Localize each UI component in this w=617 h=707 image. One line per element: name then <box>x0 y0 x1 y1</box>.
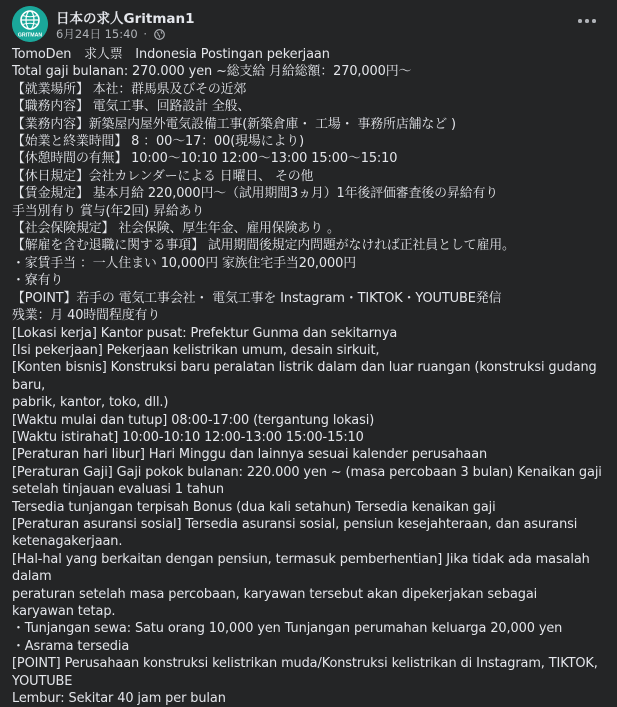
post-text-line: 残業：月 40時間程度有り <box>12 308 161 324</box>
globe-logo-icon <box>12 6 48 42</box>
meta-separator: · <box>143 27 148 41</box>
post-text-line: 【始業と終業時間】 8 ：00～17：00(現場により) <box>12 134 305 150</box>
post-date[interactable]: 6月24日 <box>56 27 101 41</box>
post-text-line: [Isi pekerjaan] Pekerjaan kelistrikan umum, desain sirkuit, <box>12 342 380 358</box>
post-meta <box>56 26 165 43</box>
post-text-line: ・Tunjangan sewa: Satu orang 10,000 yen Tunjangan perumahan keluarga 20,000 yen <box>12 621 563 637</box>
post-text-line: [Waktu mulai dan tutup] 08:00-17:00 (tergantung lokasi) <box>12 412 375 428</box>
post-text-line: YOUTUBE <box>12 673 73 689</box>
post-text-line: 【賃金規定】 基本月給 220,000円～（試用期間3ヵ月）1年後評価審査後の昇給有り <box>12 186 499 202</box>
post-text-line: 【職務内容】 電気工事、回路設計 全般、 <box>12 99 251 115</box>
post-text-line: 【休憩時間の有無】 10:00～10:10 12:00～13:00 15:00～15:10 <box>12 151 398 167</box>
post-text-line: [Hal-hal yang berkaitan dengan pensiun, termasuk pemberhentian] Jika tidak ada masalah dalam <box>12 551 594 585</box>
post-text-line: [Peraturan asuransi sosial] Tersedia asuransi sosial, pensiun kesejahteraan, dan asuransi <box>12 516 578 532</box>
post-text-line: 【社会保険規定】 社会保険、厚生年金、雇用保険あり 。 <box>12 221 340 237</box>
post-text-line: [Peraturan hari libur] Hari Minggu dan lainnya sesuai kalender perusahaan <box>12 447 488 463</box>
post-text-line: 【就業場所】 本社：群馬県及びその近郊 <box>12 81 247 97</box>
post-text-line: 【休日規定】会社カレンダーによる 日曜日、 その他 <box>12 168 314 184</box>
post-text-line: 【解雇を含む退職に関する事項】 試用期間後規定内問題がなければ正社員として雇用。 <box>12 238 515 254</box>
post-text-line: 【業務内容】新築屋内屋外電気設備工事(新築倉庫・ 工場・ 事務所店舗など ) <box>12 116 456 132</box>
post-text-line: [Peraturan Gaji] Gaji pokok bulanan: 220.000 yen ~ (masa percobaan 3 bulan) Kenaikan gaji <box>12 464 602 480</box>
page-name[interactable]: 日本の求人Gritman1 <box>56 11 195 27</box>
post-text-line: ・家賃手当 ：一人住まい 10,000円 家族住宅手当20,000円 <box>12 255 357 271</box>
post-text-line: ・Asrama tersedia <box>12 638 130 654</box>
post-header <box>12 6 605 42</box>
post-text-line: [Lokasi kerja] Kantor pusat: Prefektur Gunma dan sekitarnya <box>12 325 398 341</box>
post-text-line: Lembur: Sekitar 40 jam per bulan <box>12 691 226 707</box>
avatar[interactable] <box>12 6 48 42</box>
post-text-line: ketenagakerjaan. <box>12 534 123 550</box>
post-text-line: Tersedia tunjangan terpisah Bonus (dua kali setahun) Tersedia kenaikan gaji <box>12 499 496 515</box>
post-text-line: [Konten bisnis] Konstruksi baru peralatan listrik dalam dan luar ruangan (konstruksi gudang baru, <box>12 360 601 393</box>
post-text-line: 【POINT】若手の 電気工事会社・ 電気工事を Instagram・TIKTOK・YOUTUBE発信 <box>12 290 502 306</box>
post-time[interactable]: 15:40 <box>104 27 138 41</box>
post-text-line: [POINT] Perusahaan konstruksi kelistrikan muda/Konstruksi kelistrikan di Instagram, TIKTOK, <box>12 656 598 672</box>
post-text-line: ・寮有り <box>12 273 64 289</box>
post-text-line: peraturan setelah masa percobaan, karyawan tersebut akan dipekerjakan sebagai karyawan tetap. <box>12 586 542 619</box>
post-text-line: pabrik, kantor, toko, dll.) <box>12 395 169 411</box>
globe-icon[interactable] <box>154 29 165 43</box>
post-text-line: TomoDen 求人票 Indonesia Postingan pekerjaan <box>12 47 330 62</box>
post-text-line: setelah tinjauan evaluasi 1 tahun <box>12 482 224 498</box>
post-text-line: [Waktu istirahat] 10:00-10:10 12:00-13:00 15:00-15:10 <box>12 429 364 445</box>
post-text-line: Total gaji bulanan: 270.000 yen ~総支給 月給総額：270,000円～ <box>12 64 412 80</box>
more-options-icon[interactable] <box>575 10 599 30</box>
post-text-line: 手当別有り 賞与(年2回) 昇給あり <box>12 203 205 219</box>
post-body <box>12 46 602 707</box>
avatar-text: GRITMAN <box>17 32 43 39</box>
